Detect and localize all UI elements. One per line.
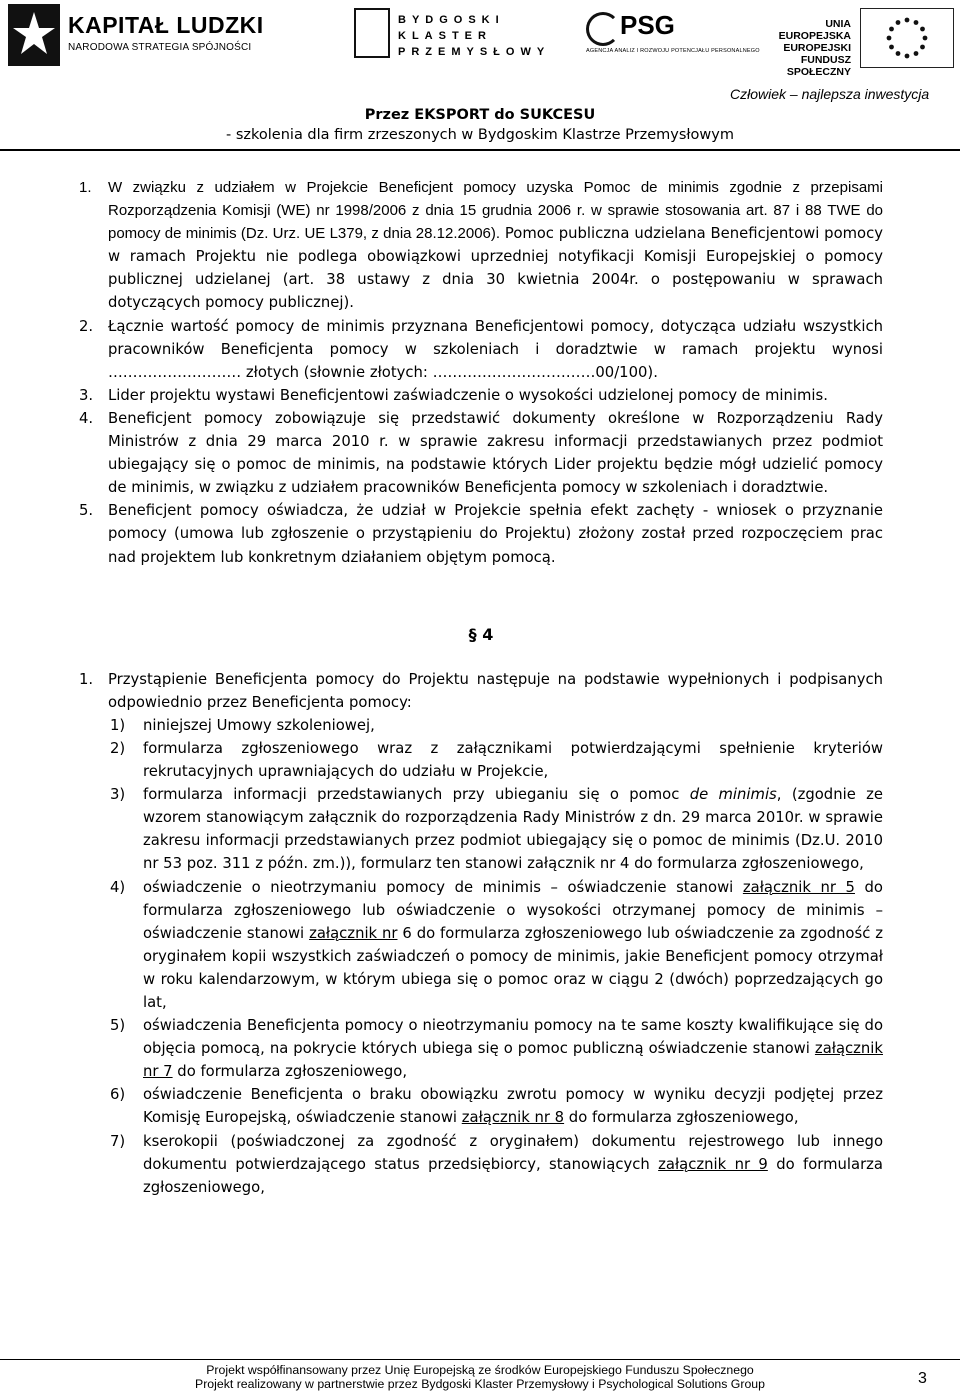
sub-item-text-b: do formularza zgłoszeniowego, [172,1063,408,1081]
document-body [79,176,883,1199]
sub-item-number: 2) [110,739,126,757]
header-divider [0,149,960,151]
item-text: Lider projektu wystawi Beneficjentowi zaświadczenie o wysokości udzielonej pomocy de minimis. [108,386,828,404]
item-number: 2. [79,317,94,335]
bkp-logo-text [398,12,550,60]
item-number: 5. [79,502,94,520]
sub-item-number: 3) [110,786,126,804]
sub-list-item [110,1083,883,1129]
sub-item-text [143,1083,883,1129]
bkp-logo-icon [354,8,390,58]
item-number: 4. [79,409,94,427]
item-number: 1. [79,179,92,196]
ue-line1: UNIA EUROPEJSKA [778,18,851,42]
bkp-line2: KLASTER [398,30,492,42]
list-item [79,668,883,714]
sub-item-text [143,783,883,875]
item-number: 1. [79,670,94,688]
bkp-line3: PRZEMYSŁOWY [398,46,551,58]
sub-list-item [110,1014,883,1083]
sub-item-text-b: do formularza zgłoszeniowego, [143,1155,884,1196]
list-item [79,315,883,384]
sub-list-item [110,783,883,875]
sub-item-text [143,1130,883,1199]
attachment-link[interactable]: załącznik nr 5 [742,878,855,896]
psg-logo-text: PSG [620,10,675,40]
attachment-link[interactable]: załącznik nr 7 [143,1040,883,1081]
sub-item-text-b: do formularza zgłoszeniowego lub oświadczenie o wysokości otrzymanej pomocy de minimis – oświadczenie stanowi [143,878,883,942]
tagline: Człowiek – najlepsza inwestycja [730,86,930,102]
item-text: Beneficjent pomocy zobowiązuje się przedstawić dokumenty określone w Rozporządzeniu Rady Ministrów z dnia 29 marca 2010 r. w sprawie zakresu informacji przedstawianych przez podmiot ubiegający się o pomoc de minimis, na podstawie których Lider projektu będzie mógł udzielić pomocy de minimis, w związku z udziałem pracowników Beneficjenta pomocy w szkoleniach i doradztwie. [108,409,883,497]
sub-item-number: 6) [110,1086,126,1104]
sub-item-text-a: oświadczenie Beneficjenta o braku obowiązku zwrotu pomocy w wyniku decyzji podjętej przez Komisję Europejską, oświadczenie stanowi [143,1086,883,1127]
sub-item-text-pre: formularza informacji przedstawianych przy ubieganiu się o pomoc [143,786,690,804]
sub-item-text-a: oświadczenie o nieotrzymaniu pomocy de minimis – oświadczenie stanowi [143,878,743,896]
ue-line3: FUNDUSZ SPOŁECZNY [786,54,851,78]
item-text: Beneficjent pomocy oświadcza, że udział w Projekcie spełnia efekt zachęty - wniosek o przyznanie pomocy (umowa lub zgłoszenie o przystąpieniu do Projektu) złożony został przed rozpoczęciem prac nad projektem lub konkretnym działaniem objętym pomocą. [108,502,883,566]
project-title: Przez EKSPORT do SUKCESU [364,107,596,123]
item-text-a: W związku z udziałem w Projekcie Beneficjent pomocy uzyska Pomoc de minimis zgodnie z przepisami Rozporządzenia Komisji (WE) nr 1998/2006 z dnia 15 grudnia 2006 r. w sprawie stosowania art. 87 i 88 TWE do pomocy de minimis (Dz. Urz. UE L379, z dnia 28.12.2006). [108,179,883,243]
ue-line2: EUROPEJSKI [783,42,851,54]
item-text-b: Pomoc publiczna udzielana Beneficjentowi pomocy w ramach Projektu nie podlega obowiązkowi uprzedniej notyfikacji Komisji Europejskiej o pomocy publicznej udzielanej (art. 38 ustawy z dnia 30 kwietnia 2004r. o postępowaniu w sprawach dotyczących pomocy publicznej). [108,225,883,312]
list-item [79,176,883,315]
attachment-link[interactable]: załącznik nr 8 [461,1109,565,1127]
list-item [79,384,883,407]
attachment-link[interactable]: załącznik nr [309,924,398,942]
item-number: 3. [79,386,94,404]
sub-item-text-a: oświadczenia Beneficjenta pomocy o nieotrzymaniu pomocy na te same koszty kwalifikujące się do objęcia pomocą, na pokrycie których ubiega się o pomoc publiczną oświadczenie stanowi [143,1017,883,1058]
sub-item-number: 7) [110,1132,126,1150]
bkp-line1: BYDGOSKI [398,14,505,26]
sub-item-text-b: do formularza zgłoszeniowego, [564,1109,799,1127]
footer-divider [0,1359,960,1360]
page-number: 3 [918,1370,927,1387]
sub-item-number: 4) [110,878,126,896]
project-subtitle: - szkolenia dla firm zrzeszonych w Bydgoskim Klastrze Przemysłowym [226,127,734,143]
kapital-ludzki-logo-icon [8,4,60,66]
sub-item-text: niniejszej Umowy szkoleniowej, [143,716,375,734]
sub-item-text-a: kserokopii (poświadczonej za zgodność z oryginałem) dokumentu rejestrowego lub innego dokumentu potwierdzającego status przedsiębiorcy, stanowiących [143,1132,883,1173]
item-text [108,176,883,315]
sub-list-item [110,1130,883,1199]
sub-item-text-post: , (zgodnie ze wzorem stanowiącym załącznik do rozporządzenia Rady Ministrów z dn. 29 marca 2010r. w sprawie zakresu informacji przedstawianych przez podmiot ubiegający się o pomoc de minimis (Dz.U. 2010 nr 53 poz. 311 z późn. zm.)), formularz ten stanowi załącznik nr 4 do formularza zgłoszeniowego, [143,786,884,873]
sub-list-item [110,737,883,783]
list-item [79,407,883,499]
sub-item-text-italic: de minimis [689,786,777,804]
sub-item-text: formularza zgłoszeniowego wraz z załącznikami potwierdzającymi spełnienie kryteriów rekrutacyjnych uprawniających do udziału w Projekcie, [143,739,883,781]
psg-caption: AGENCJA ANALIZ I ROZWOJU POTENCJAŁU PERSONALNEGO [586,48,760,54]
psg-logo-icon [586,12,620,46]
kapital-ludzki-subtitle: NARODOWA STRATEGIA SPÓJNOŚCI [68,42,252,53]
eu-flag-icon [860,8,954,68]
list-item [79,499,883,568]
ue-logo-text [755,18,851,78]
section-heading: § 4 [468,624,494,644]
sub-item-number: 5) [110,1017,126,1035]
sub-list-item [110,876,883,1015]
item-text: Przystąpienie Beneficjenta pomocy do Projektu następuje na podstawie wypełnionych i podpisanych odpowiednio przez Beneficjenta pomocy: [108,670,883,711]
sub-item-text [143,1014,883,1083]
attachment-link[interactable]: załącznik nr 9 [658,1155,768,1173]
sub-item-text-c: 6 do formularza zgłoszeniowego lub oświadczenie za zgodność z oryginałem kopii wszystkich zaświadczeń o pomocy de minimis, jakie Beneficjent pomocy otrzymał w roku kalendarzowym, w którym ubiega się o pomoc oraz w ciągu 2 (dwóch) poprzedzających go lat, [143,924,883,1011]
sub-item-number: 1) [110,716,126,734]
footer-line1: Projekt współfinansowany przez Unię Europejską ze środków Europejskiego Funduszu Społecznego [206,1363,754,1377]
footer [0,1363,960,1391]
kapital-ludzki-title: KAPITAŁ LUDZKI [68,12,264,38]
item-text: Łącznie wartość pomocy de minimis przyznana Beneficjentowi pomocy, dotycząca udziału wszystkich pracowników Beneficjenta pomocy w szkoleniach i doradztwie w ramach projektu wynosi ……………………… złotych (słownie złotych: ……………………………00/100). [108,317,883,381]
footer-line2: Projekt realizowany w partnerstwie przez Bydgoski Klaster Przemysłowy i Psychological Solutions Group [195,1377,765,1391]
sub-list-item [110,714,883,737]
sub-item-text [143,876,883,1015]
